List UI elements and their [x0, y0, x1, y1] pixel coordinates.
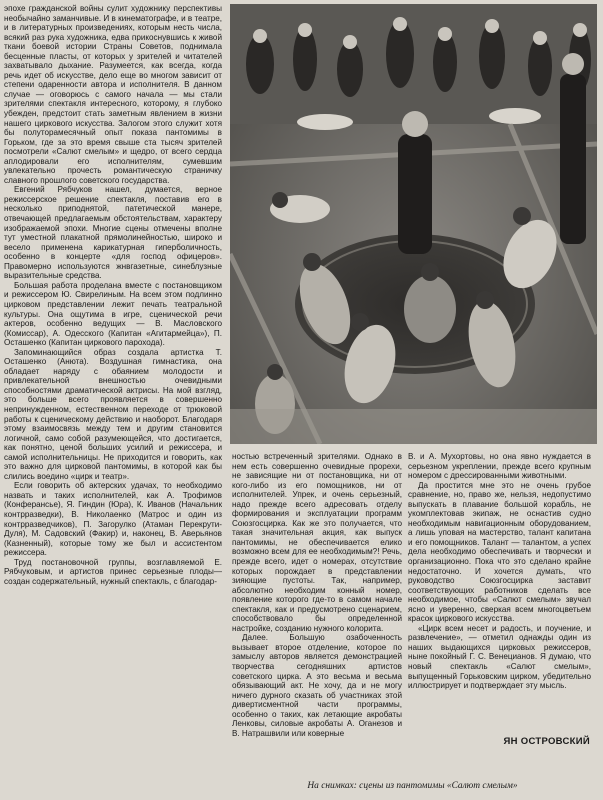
paragraph: Да простится мне это не очень грубое сравнение, но, право же, нельзя, недопустимо выпускать в плавание большой корабль, не укомплектовав экипаж, не оснастив судно необходимым навигационным оборудованием, а лишь уповая на мастерство, талант капитана и его помощников. Талант — талантом, а успех дела необходимо обеспечивать и творчески и организационно. Пока что это сделано крайне недостаточно. И хочется думать, что руководство Союзгосцирка заставит соответствующих работников сделать все необходимое, чтобы «Салют смелым» звучал ясно и уверенно, сверкая всем многоцветьем красок циркового искусства. — [408, 480, 591, 624]
paragraph: В. и А. Мухортовы, но она явно нуждается в серьезном укреплении, прежде всего крупным номером с дрессированными животными. — [408, 452, 591, 481]
paragraph: Запоминающийся образ создала артистка Т. Осташенко (Анюта). Воздушная гимнастика, она обладает наряду с обаянием молодости и привлекательной внешностью очевидными способностями драматической актрисы. На мой взгляд, это больше всего проявляется в совершенно непринужденном, естественном переходе от трюковой работы к сценическому действию и наоборот. Благодаря этому взаимосвязь между тем и другим становится логичной, само собой разумеющейся, что достигается, как понятно, ценой больших усилий и режиссера, и самой исполнительницы. Не приходится и говорить, как это важно для цирковой пантомимы, в которой как бы слились воедино «цирк и театр». — [4, 347, 222, 481]
article-column-left — [4, 4, 222, 782]
paragraph: эпохе гражданской войны сулит художнику перспективы необычайно заманчивые. И в кинематографе, и в театре, и в литературных произведениях, которым несть числа, всякий раз рука художника, едва прикоснувшись к живой ткани боевой истории Страны Советов, поднимала бесценные пласты, от которых у зрителей и читателей захватывало дыхание. Разумеется, как всегда, когда речь идет об искусстве, дело еще во многом зависит от степени одаренности автора и исполнителя. В данном случае — оговорюсь с самого начала — мы стали зрителями спектакля интересного, которому, я глубоко убежден, предстоит стать заметным явлением в жизни нашего циркового искусства. Залогом этого служит хотя бы полуторамесячный опыт показа пантомимы в Горьком, где за это время свыше ста тысяч зрителей посмотрели «Салют смелым» и щедро, от всего сердца аплодировали его исполнителям, сумевшим увлекательно прочесть романтическую страничку славного прошлого советского государства. — [4, 4, 222, 185]
paragraph: Если говорить об актерских удачах, то необходимо назвать и таких исполнителей, как А. Трофимов (Конферансье), Я. Гиндин (Юра), К. Иванов (Начальник контрразведки), В. Николаенко (Матрос и один из контрразведчиков), П. Загорулко (Атаман Перекрути-Дуля), М. Садовский (Факир) и, наконец, В. Аверьянов (Казненный), которые тому же был и ассистентом режиссера. — [4, 481, 222, 558]
photo-caption: На снимках: сцены из пантомимы «Салют смелым» — [307, 781, 518, 791]
article-column-middle — [232, 452, 402, 752]
pantomime-scene-photo — [230, 4, 597, 444]
paragraph: Большая работа проделана вместе с постановщиком и режиссером Ю. Свирелиным. На всем этом подлинно цирковом представлении лежит печать театральной культуры. Она ощутима в игре, сценической речи актеров, особенно ведущих — В. Масловского (Комиссар), А. Одесского (Капитан «Агитармейца»), П. Осташенко (Капитан циркового парохода). — [4, 280, 222, 348]
paragraph: «Цирк всем несет и радость, и поучение, и развлечение», — отметил однажды один из наших выдающихся цирковых режиссеров, ныне покойный Г. С. Венецианов. Я думаю, что новый спектакль «Салют смелым», выпущенный Горьковским цирком, убедительно иллюстрирует и подтверждает эту мысль. — [408, 623, 591, 691]
paragraph: Евгений Рябчуков нашел, думается, верное режиссерское решение спектакля, поставив его в несколько приподнятой, патетической манере, отвечающей предлагаемым обстоятельствам, характеру изображаемой эпохи. Многие сцены отмечены вполне тут уместной плакатной прямолинейностью, широко и весело применена карикатурная гиперболичность, особенно в концерте «для господ офицеров». Правомерно используются жнвгазетные, синеблузные выразительные средства. — [4, 185, 222, 281]
paragraph: ностью встреченный зрителями. Однако в нем есть совершенно очевидные прорехи, не зависящие ни от постановщика, ни от кого-либо из его помощников, ни от исполнителей. Упрек, и очень серьезный, надо прежде всего адресовать отделу формирования и эксплуатации программ Союзгосцирка. Как же это получается, что такая значительная акция, как выпуск пантомимы, не обеспечивается елико возможно всем для ее необходимым?! Речь, прежде всего, идет о номерах, отсутствие которых порождает в представлении зияющие пустоты. Так, например, абсолютно необходим конный номер, появление которого где-то в самом начале спектакля, как и предусмотрено сценарием, способствовало бы определенной настройке, созданию нужного колорита. — [232, 452, 402, 633]
article-column-right — [408, 452, 591, 728]
photo-image — [230, 4, 597, 444]
paragraph: Труд постановочной группы, возглавляемой Е. Рябчуковым, и артистов принес серьезные плоды—создан содержательный, нужный спектакль, с благодар- — [4, 557, 222, 586]
paragraph: Далее. Большую озабоченность вызывает второе отделение, которое по замыслу авторов является демонстрацией творчества сегодняшних артистов советского цирка. А это весьма и весьма обязывающий акт. Не хочу, да и не могу ничего дурного сказать об участниках этой дивертисментной части программы, особенно о таких, как летающие акробаты Ленковы, силовые акробаты А. Оганезов и В. Натрашвили или коверные — [232, 633, 402, 738]
author-signature: ЯН ОСТРОВСКИЙ — [503, 736, 590, 747]
